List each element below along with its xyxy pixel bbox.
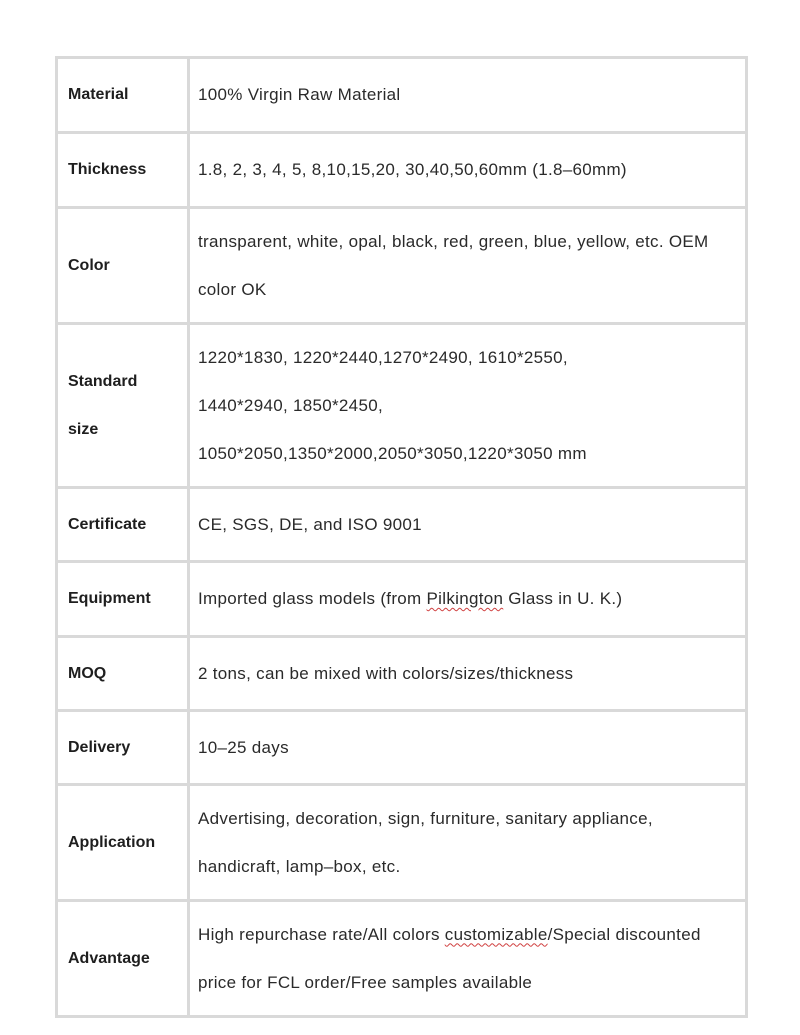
row-label	[57, 711, 189, 785]
row-label	[57, 208, 189, 324]
value-text: CE, SGS, DE, and ISO 9001	[198, 514, 422, 534]
value-text-part: /Special discounted	[547, 924, 701, 944]
row-label	[57, 637, 189, 711]
row-value	[189, 208, 747, 324]
value-text: color OK	[198, 279, 267, 299]
value-text: 100% Virgin Raw Material	[198, 85, 401, 104]
row-value	[189, 901, 747, 1017]
table-row-certificate	[57, 488, 747, 562]
value-text: 10–25 days	[198, 737, 289, 757]
value-text: 1220*1830, 1220*2440,1270*2490, 1610*2550,	[198, 347, 568, 367]
spellcheck-word: customizable	[444, 924, 548, 944]
label-text: Standard	[68, 372, 138, 390]
row-label	[57, 58, 189, 133]
row-label	[57, 785, 189, 901]
value-text: handicraft, lamp–box, etc.	[198, 856, 401, 876]
table-row-standard-size	[57, 324, 747, 488]
table-row-delivery	[57, 711, 747, 785]
row-value	[189, 637, 747, 711]
row-value	[189, 58, 747, 133]
specification-table	[55, 56, 748, 1018]
row-label	[57, 133, 189, 208]
label-text: Certificate	[68, 515, 147, 533]
row-label	[57, 562, 189, 637]
table-row-equipment	[57, 562, 747, 637]
row-value	[189, 562, 747, 637]
row-value	[189, 711, 747, 785]
value-text: 1440*2940, 1850*2450,	[198, 395, 383, 415]
value-text-part: High repurchase rate/All colors	[198, 924, 445, 944]
table-row-moq	[57, 637, 747, 711]
row-label	[57, 324, 189, 488]
label-text: size	[68, 420, 99, 438]
label-text: Application	[68, 833, 156, 851]
label-text: MOQ	[68, 664, 107, 682]
label-text: Material	[68, 86, 129, 103]
value-text: 2 tons, can be mixed with colors/sizes/thickness	[198, 663, 574, 683]
table-row-advantage	[57, 901, 747, 1017]
table-row-color	[57, 208, 747, 324]
row-value	[189, 133, 747, 208]
value-text: 1.8, 2, 3, 4, 5, 8,10,15,20, 30,40,50,60mm (1.8–60mm)	[198, 160, 627, 179]
row-label	[57, 901, 189, 1017]
table-row-material	[57, 58, 747, 133]
table-row-thickness	[57, 133, 747, 208]
value-text: Advertising, decoration, sign, furniture, sanitary appliance,	[198, 808, 653, 828]
spellcheck-word: Pilkington	[426, 589, 504, 608]
value-text: 1050*2050,1350*2000,2050*3050,1220*3050 mm	[198, 443, 587, 463]
value-text: price for FCL order/Free samples available	[198, 972, 533, 992]
label-text: Equipment	[68, 590, 151, 607]
value-text	[198, 575, 737, 623]
value-text	[198, 911, 737, 959]
label-text: Delivery	[68, 738, 131, 756]
row-label	[57, 488, 189, 562]
row-value	[189, 324, 747, 488]
row-value	[189, 785, 747, 901]
label-text: Color	[68, 256, 110, 274]
label-text: Advantage	[68, 949, 150, 967]
row-value	[189, 488, 747, 562]
value-text-part: Imported glass models (from	[198, 589, 427, 608]
table-row-application	[57, 785, 747, 901]
value-text: transparent, white, opal, black, red, green, blue, yellow, etc. OEM	[198, 231, 709, 251]
value-text-part: Glass in U. K.)	[503, 589, 623, 608]
label-text: Thickness	[68, 161, 147, 178]
